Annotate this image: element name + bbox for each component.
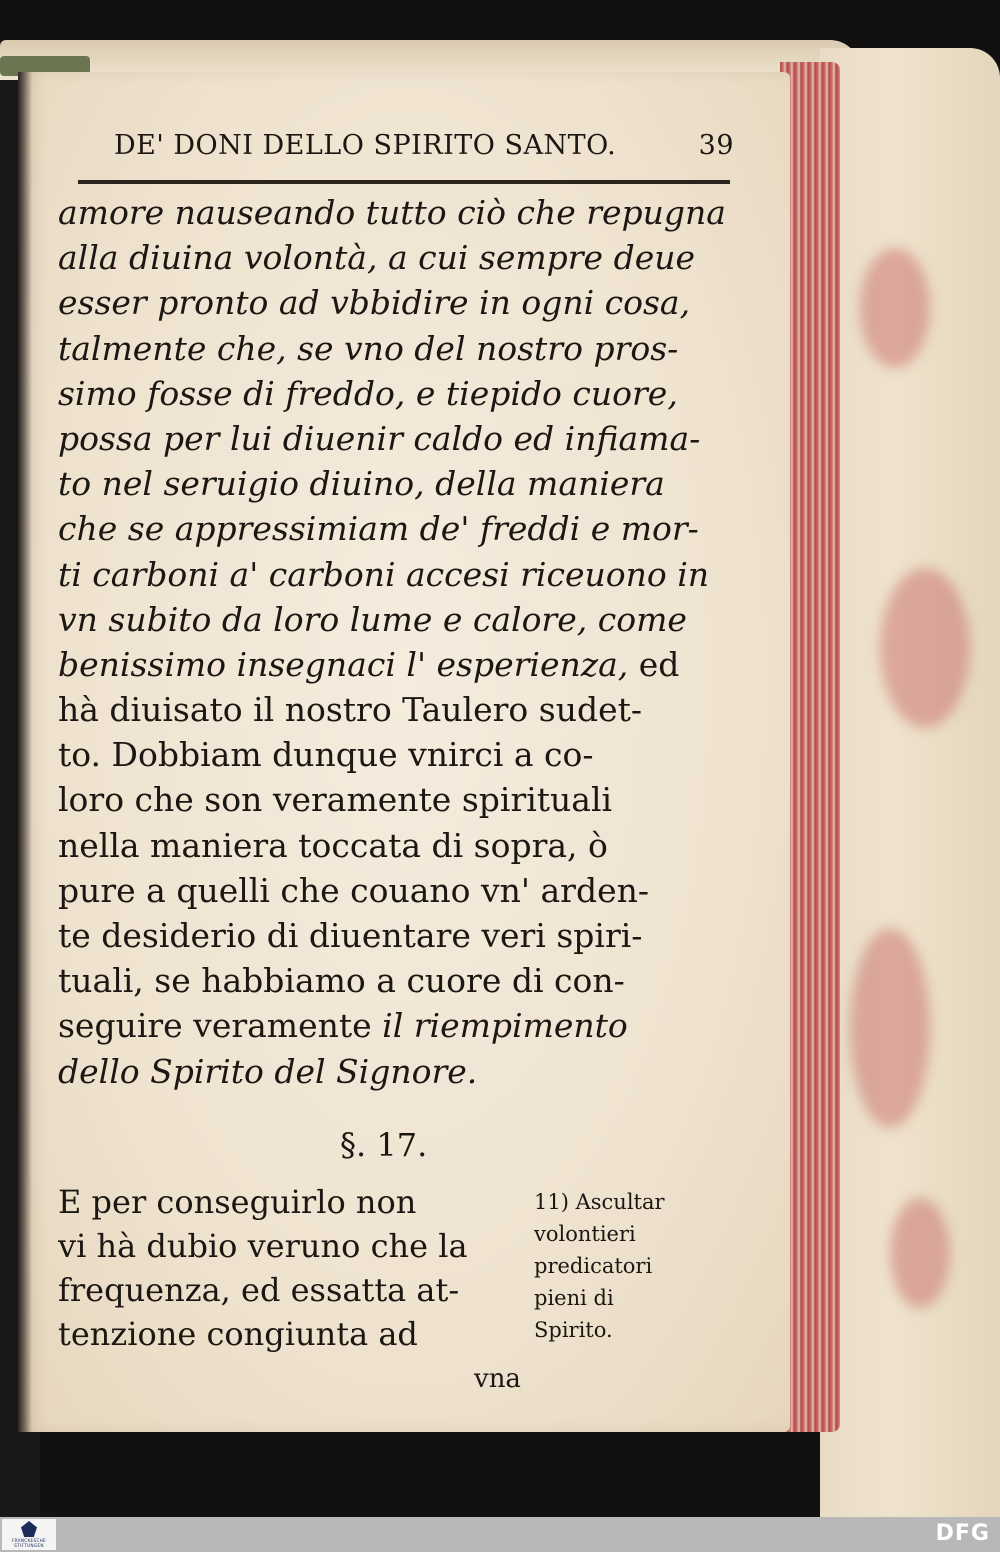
marble-stain — [860, 248, 930, 368]
text-line: pure a quelli che couano vn' arden- — [58, 870, 650, 910]
running-header — [114, 130, 734, 161]
text-line: talmente che, se vno del nostro pros- — [58, 328, 679, 368]
marginal-note — [534, 1186, 734, 1346]
text-line: dello Spirito del Signore. — [58, 1051, 478, 1091]
margin-note-line: 11) Ascultar — [534, 1190, 665, 1214]
margin-note-line: predicatori — [534, 1254, 653, 1278]
text-line: frequenza, ed essatta at- — [58, 1271, 460, 1309]
text-line: possa per lui diuenir caldo ed infiama- — [58, 418, 701, 458]
text-line: to nel seruigio diuino, della maniera — [58, 464, 665, 504]
catchword: vna — [474, 1364, 521, 1394]
marble-stain — [850, 928, 930, 1128]
text-line: nella maniera toccata di sopra, ò — [58, 825, 608, 865]
marble-stain — [890, 1198, 950, 1308]
margin-note-line: Spirito. — [534, 1318, 613, 1342]
margin-note-line: pieni di — [534, 1286, 614, 1310]
text-line: amore nauseando tutto ciò che repugna — [58, 193, 726, 232]
text-line: vn subito da loro lume e calore, come — [58, 599, 687, 639]
book-page — [18, 72, 790, 1432]
text-line: loro che son veramente spirituali — [58, 780, 613, 820]
text-line: vi hà dubio veruno che la — [58, 1227, 468, 1265]
dfg-logo[interactable]: DFG — [935, 1521, 990, 1546]
text-line: alla diuina volontà, a cui sempre deue — [58, 238, 696, 278]
viewer-footer-bar — [0, 1517, 1000, 1552]
text-line: tuali, se habbiamo a cuore di con- — [58, 961, 625, 1001]
text-line — [58, 642, 738, 687]
text-segment-italic: il riempimento — [382, 1006, 628, 1046]
page-number: 39 — [698, 130, 734, 161]
text-line: te desiderio di diuentare veri spiri- — [58, 916, 643, 955]
text-segment-roman: seguire veramente — [58, 1006, 383, 1046]
marble-stain — [880, 568, 970, 728]
text-line: E per conseguirlo non — [58, 1183, 417, 1221]
franckesche-stiftungen-logo[interactable] — [2, 1519, 56, 1550]
header-title: DE' DONI DELLO SPIRITO SANTO. — [114, 130, 617, 161]
logo-text-line: FRANCKESCHE — [11, 1538, 47, 1543]
main-text-block — [58, 190, 738, 1094]
section-text-block — [58, 1180, 518, 1356]
text-segment-roman: ed — [628, 644, 680, 684]
logo-caption — [2, 1538, 56, 1548]
institution-emblem-icon — [21, 1521, 37, 1537]
page-gutter-shadow — [18, 72, 32, 1432]
margin-note-line: volontieri — [534, 1222, 636, 1246]
section-heading: §. 17. — [340, 1126, 428, 1164]
text-line: ti carboni a' carboni accesi riceuono in — [58, 554, 710, 594]
header-rule — [78, 180, 730, 184]
text-line: esser pronto ad vbbidire in ogni cosa, — [58, 283, 691, 323]
text-line: tenzione congiunta ad — [58, 1315, 418, 1353]
text-line: simo fosse di freddo, e tiepido cuore, — [58, 373, 678, 413]
text-line: che se appressimiam de' freddi e mor- — [58, 509, 699, 549]
text-segment-italic: benissimo insegnaci l' esperienza, — [58, 644, 629, 684]
text-line: to. Dobbiam dunque vnirci a co- — [58, 735, 594, 775]
text-line: hà diuisato il nostro Taulero sudet- — [58, 690, 643, 730]
text-line — [58, 1003, 738, 1048]
vellum-cover-right — [820, 48, 1000, 1517]
logo-text-line: STIFTUNGEN — [14, 1543, 44, 1548]
